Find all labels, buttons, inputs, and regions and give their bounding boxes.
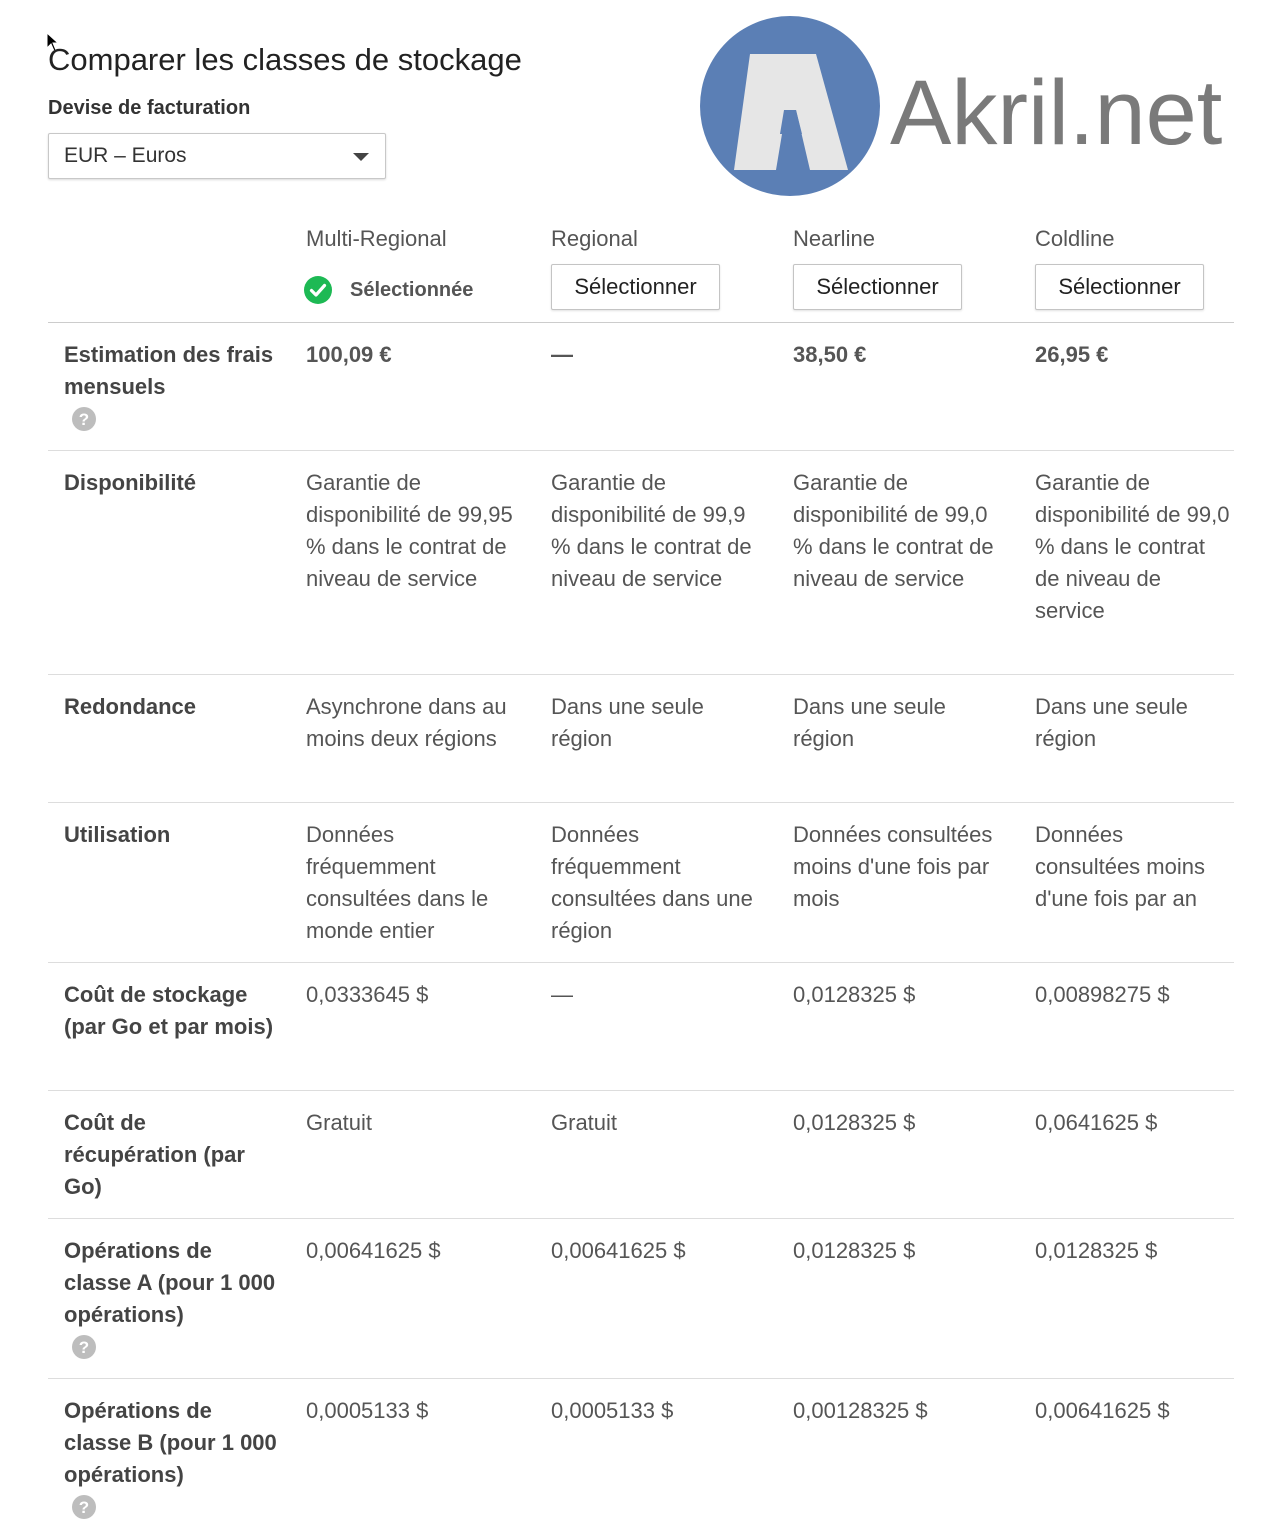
storage-cost-multi-regional: 0,0333645 $ <box>306 982 429 1007</box>
redundancy-coldline: Dans une seule région <box>1035 694 1188 751</box>
chevron-down-icon <box>353 153 369 161</box>
row-label-redundancy: Redondance <box>64 694 197 719</box>
usage-regional: Données fréquemment consultées dans une région <box>551 822 753 943</box>
help-circle-icon[interactable] <box>72 1495 96 1519</box>
availability-regional: Garantie de disponibilité de 99,9 % dans le contrat de niveau de service <box>551 470 752 591</box>
page-title: Comparer les classes de stockage <box>48 42 522 77</box>
select-coldline-button[interactable]: Sélectionner <box>1035 264 1204 310</box>
retrieval-cost-nearline: 0,0128325 $ <box>793 1110 916 1135</box>
redundancy-multi-regional: Asynchrone dans au moins deux régions <box>306 694 507 751</box>
table-row-retrieval-cost <box>48 1091 1234 1219</box>
table-row-class-b <box>48 1379 1234 1539</box>
row-label-estimate: Estimation des frais mensuels <box>64 342 274 399</box>
currency-selected-value: EUR – Euros <box>64 144 187 167</box>
retrieval-cost-multi-regional: Gratuit <box>306 1110 373 1135</box>
row-label-storage-cost: Coût de stockage (par Go et par mois) <box>64 982 274 1039</box>
comparison-table <box>48 322 1234 1539</box>
usage-coldline: Données consultées moins d'une fois par an <box>1035 822 1205 911</box>
estimate-nearline: 38,50 € <box>793 342 867 367</box>
logo-text: Akril.net <box>890 62 1223 164</box>
row-label-availability: Disponibilité <box>64 470 196 495</box>
redundancy-regional: Dans une seule région <box>551 694 704 751</box>
table-row-availability <box>48 451 1234 675</box>
table-row-class-a <box>48 1219 1234 1379</box>
class-b-regional: 0,0005133 $ <box>551 1398 674 1423</box>
select-regional-button[interactable]: Sélectionner <box>551 264 720 310</box>
column-header-coldline: Coldline <box>1035 226 1115 251</box>
estimate-regional: — <box>551 342 573 367</box>
class-a-coldline: 0,0128325 $ <box>1035 1238 1158 1263</box>
availability-nearline: Garantie de disponibilité de 99,0 % dans le contrat de niveau de service <box>793 470 994 591</box>
usage-nearline: Données consultées moins d'une fois par mois <box>793 822 993 911</box>
retrieval-cost-coldline: 0,0641625 $ <box>1035 1110 1158 1135</box>
table-row-usage <box>48 803 1234 963</box>
table-row-redundancy <box>48 675 1234 803</box>
class-b-multi-regional: 0,0005133 $ <box>306 1398 429 1423</box>
row-label-retrieval-cost: Coût de récupération (par Go) <box>64 1110 245 1199</box>
row-label-usage: Utilisation <box>64 822 171 847</box>
selected-status-label: Sélectionnée <box>350 278 474 301</box>
help-circle-icon[interactable] <box>72 407 96 431</box>
usage-multi-regional: Données fréquemment consultées dans le monde entier <box>306 822 489 943</box>
class-b-coldline: 0,00641625 $ <box>1035 1398 1170 1423</box>
storage-cost-regional: — <box>551 982 573 1007</box>
class-a-nearline: 0,0128325 $ <box>793 1238 916 1263</box>
column-header-regional: Regional <box>551 226 638 251</box>
retrieval-cost-regional: Gratuit <box>551 1110 618 1135</box>
class-b-nearline: 0,00128325 $ <box>793 1398 928 1423</box>
class-a-multi-regional: 0,00641625 $ <box>306 1238 441 1263</box>
storage-cost-coldline: 0,00898275 $ <box>1035 982 1170 1007</box>
estimate-multi-regional: 100,09 € <box>306 342 392 367</box>
column-header-nearline: Nearline <box>793 226 875 251</box>
availability-multi-regional: Garantie de disponibilité de 99,95 % dans le contrat de niveau de service <box>306 470 513 591</box>
estimate-coldline: 26,95 € <box>1035 342 1109 367</box>
class-a-regional: 0,00641625 $ <box>551 1238 686 1263</box>
select-nearline-button[interactable]: Sélectionner <box>793 264 962 310</box>
table-row-estimate <box>48 323 1234 451</box>
currency-label: Devise de facturation <box>48 97 251 119</box>
help-circle-icon[interactable] <box>72 1335 96 1359</box>
check-circle-icon <box>304 276 332 304</box>
svg-text:?: ? <box>78 410 90 429</box>
availability-coldline: Garantie de disponibilité de 99,0 % dans le contrat de niveau de service <box>1035 470 1230 623</box>
svg-text:?: ? <box>78 1498 90 1517</box>
akril-logo <box>698 14 1258 204</box>
currency-dropdown[interactable] <box>48 133 386 179</box>
row-label-class-b: Opérations de classe B (pour 1 000 opérations) <box>64 1398 277 1487</box>
table-row-storage-cost <box>48 963 1234 1091</box>
svg-text:?: ? <box>78 1338 90 1357</box>
selected-status <box>304 276 473 304</box>
row-label-class-a: Opérations de classe A (pour 1 000 opérations) <box>64 1238 276 1327</box>
column-header-multi-regional: Multi-Regional <box>306 226 447 251</box>
redundancy-nearline: Dans une seule région <box>793 694 946 751</box>
storage-cost-nearline: 0,0128325 $ <box>793 982 916 1007</box>
